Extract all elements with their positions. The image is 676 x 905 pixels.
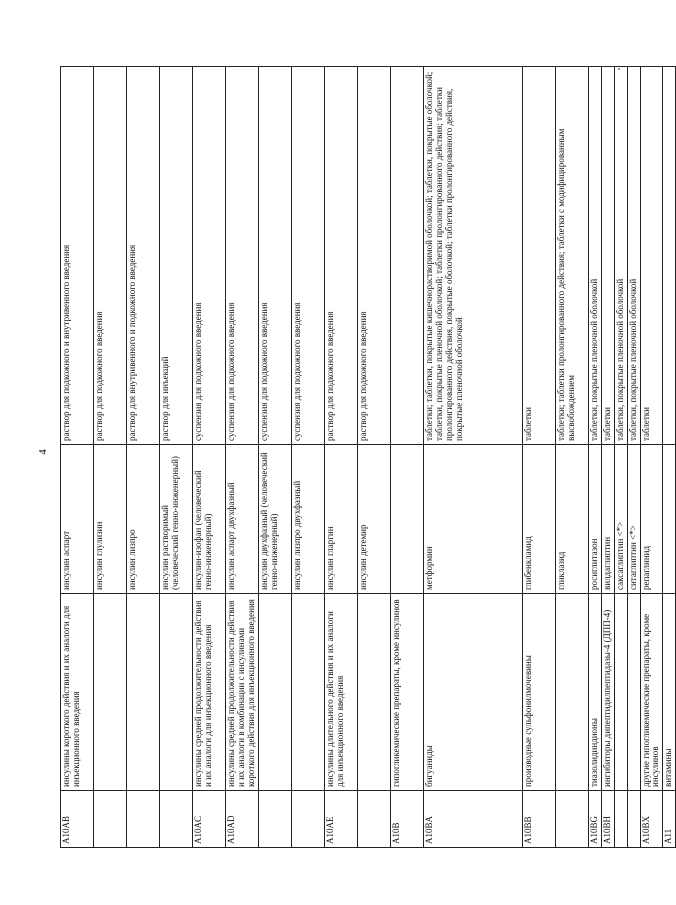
group-name-cell: производные сульфонилмочевины: [523, 594, 556, 791]
drug-name-cell: инсулин-изофан (человеческий генно-инженерный): [193, 445, 226, 594]
atc-code-cell: A11: [663, 791, 676, 848]
atc-code-cell: [259, 791, 292, 848]
dosage-form-cell: таблетки: [640, 67, 663, 445]
drug-name-cell: инсулин лизпро двухфазный: [292, 445, 325, 594]
group-name-cell: витамины: [663, 594, 676, 791]
group-name-cell: [292, 594, 325, 791]
table-row: [614, 67, 627, 848]
table-row: [193, 67, 226, 848]
atc-code-cell: [627, 791, 640, 848]
scan-speck: [618, 68, 620, 70]
atc-code-cell: [358, 791, 391, 848]
group-name-cell: [614, 594, 627, 791]
drug-name-cell: инсулин лизпро: [127, 445, 160, 594]
drug-name-cell: инсулин глулизин: [94, 445, 127, 594]
group-name-cell: [94, 594, 127, 791]
dosage-form-cell: таблетки: [523, 67, 556, 445]
group-name-cell: инсулины длительного действия и их аналоги для инъекционного введения: [325, 594, 358, 791]
atc-code-cell: A10BX: [640, 791, 663, 848]
dosage-form-cell: таблетки, покрытые пленочной оболочкой: [614, 67, 627, 445]
atc-code-cell: A10AC: [193, 791, 226, 848]
drug-name-cell: вилдаглиптин: [601, 445, 614, 594]
dosage-form-cell: суспензия для подкожного введения: [259, 67, 292, 445]
group-name-cell: [127, 594, 160, 791]
group-name-cell: [556, 594, 589, 791]
group-name-cell: [358, 594, 391, 791]
dosage-form-cell: [391, 67, 424, 445]
table-row: [160, 67, 193, 848]
dosage-form-cell: суспензия для подкожного введения: [226, 67, 259, 445]
atc-code-cell: A10BB: [523, 791, 556, 848]
rotated-table-container: [60, 66, 674, 848]
table-row: [94, 67, 127, 848]
drug-name-cell: репаглинид: [640, 445, 663, 594]
drug-name-cell: инсулин детемир: [358, 445, 391, 594]
atc-code-cell: [614, 791, 627, 848]
atc-code-cell: A10BG: [589, 791, 602, 848]
atc-code-cell: [94, 791, 127, 848]
atc-code-cell: A10BH: [601, 791, 614, 848]
drug-table: [60, 66, 676, 848]
dosage-form-cell: суспензия для подкожного введения: [193, 67, 226, 445]
dosage-form-cell: таблетки, покрытые пленочной оболочкой: [589, 67, 602, 445]
drug-name-cell: глибенкламид: [523, 445, 556, 594]
table-row: [601, 67, 614, 848]
dosage-form-cell: раствор для подкожного и внутривенного введения: [61, 67, 94, 445]
table-row: [663, 67, 676, 848]
atc-code-cell: A10AB: [61, 791, 94, 848]
table-row: [358, 67, 391, 848]
table-row: [523, 67, 556, 848]
group-name-cell: [160, 594, 193, 791]
table-row: [292, 67, 325, 848]
drug-name-cell: ситаглиптин <*>: [627, 445, 640, 594]
dosage-form-cell: раствор для внутривенного и подкожного введения: [127, 67, 160, 445]
table-row: [226, 67, 259, 848]
table-row: [325, 67, 358, 848]
atc-code-cell: A10B: [391, 791, 424, 848]
table-row: [61, 67, 94, 848]
group-name-cell: инсулины средней продолжительности действия и их аналоги для инъекционного введения: [193, 594, 226, 791]
drug-name-cell: инсулин аспарт: [61, 445, 94, 594]
table-row: [391, 67, 424, 848]
table-row: [589, 67, 602, 848]
drug-name-cell: [391, 445, 424, 594]
table-row: [424, 67, 523, 848]
dosage-form-cell: раствор для подкожного введения: [94, 67, 127, 445]
drug-name-cell: росиглитазон: [589, 445, 602, 594]
dosage-form-cell: таблетки; таблетки пролонгированного действия; таблетки с модифицированным высвобождением: [556, 67, 589, 445]
dosage-form-cell: раствор для подкожного введения: [358, 67, 391, 445]
table-row: [556, 67, 589, 848]
group-name-cell: [627, 594, 640, 791]
dosage-form-cell: таблетки, покрытые пленочной оболочкой: [627, 67, 640, 445]
atc-code-cell: [127, 791, 160, 848]
drug-name-cell: [663, 445, 676, 594]
dosage-form-cell: [663, 67, 676, 445]
drug-name-cell: саксаглиптин <*>: [614, 445, 627, 594]
atc-code-cell: A10BA: [424, 791, 523, 848]
page-number: 4: [36, 449, 49, 455]
atc-code-cell: [556, 791, 589, 848]
drug-name-cell: инсулин растворимый (человеческий генно-инженерный): [160, 445, 193, 594]
group-name-cell: бигуаниды: [424, 594, 523, 791]
dosage-form-cell: раствор для подкожного введения: [325, 67, 358, 445]
atc-code-cell: [292, 791, 325, 848]
table-row: [627, 67, 640, 848]
drug-name-cell: инсулин гларгин: [325, 445, 358, 594]
atc-code-cell: A10AD: [226, 791, 259, 848]
drug-name-cell: гликлазид: [556, 445, 589, 594]
table-row: [259, 67, 292, 848]
table-row: [640, 67, 663, 848]
group-name-cell: тиазолидиндионы: [589, 594, 602, 791]
dosage-form-cell: таблетки; таблетки, покрытые кишечнорастворимой оболочкой; таблетки, покрытые оболочкой; таблетки, покрытые пленочной оболочкой; таблетки пролонгированного действия; таблетки пролонгированного действия, покрытые оболочкой; таблетки пролонгированного действия, покрытые пленочной оболочкой: [424, 67, 523, 445]
dosage-form-cell: раствор для инъекций: [160, 67, 193, 445]
group-name-cell: гипогликемические препараты, кроме инсулинов: [391, 594, 424, 791]
drug-name-cell: метформин: [424, 445, 523, 594]
drug-name-cell: инсулин двухфазный (человеческий генно-инженерный): [259, 445, 292, 594]
group-name-cell: инсулины средней продолжительности действия и их аналоги в комбинации с инсулинами короткого действия для инъекционного введения: [226, 594, 259, 791]
table-row: [127, 67, 160, 848]
dosage-form-cell: таблетки: [601, 67, 614, 445]
group-name-cell: ингибиторы дипептидилпептидазы-4 (ДПП-4): [601, 594, 614, 791]
dosage-form-cell: суспензия для подкожного введения: [292, 67, 325, 445]
atc-code-cell: A10AE: [325, 791, 358, 848]
group-name-cell: [259, 594, 292, 791]
drug-name-cell: инсулин аспарт двухфазный: [226, 445, 259, 594]
atc-code-cell: [160, 791, 193, 848]
group-name-cell: другие гипогликемические препараты, кроме инсулинов: [640, 594, 663, 791]
group-name-cell: инсулины короткого действия и их аналоги для инъекционного введения: [61, 594, 94, 791]
